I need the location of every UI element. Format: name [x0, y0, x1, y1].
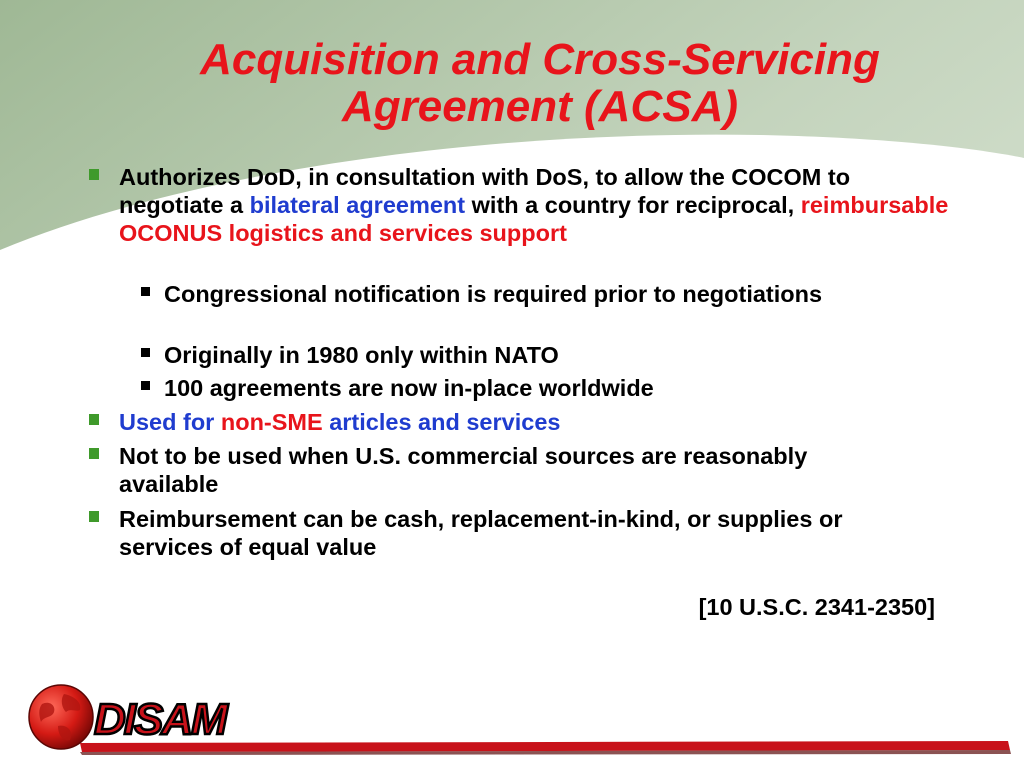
bullet-text: with a country for reciprocal, [465, 192, 801, 218]
bullet-text: Authorizes DoD, in consultation with DoS, to allow the COCOM to negotiate a [119, 164, 851, 218]
title-line-1: Acquisition and Cross-Servicing [200, 35, 880, 84]
sub-item-congressional: Congressional notification is required prior to negotiations [164, 281, 823, 307]
sub-item-100-agreements: 100 agreements are now in-place worldwide [164, 375, 654, 401]
bullet-text-highlight: reimbursable OCONUS logistics and services support [119, 192, 949, 246]
globe-icon [29, 685, 93, 749]
logo-text: DISAM [94, 695, 226, 744]
bullet-not-to-be-used: Not to be used when U.S. commercial sources are reasonably available [119, 443, 808, 497]
bullet-text: articles and services [322, 409, 561, 435]
bullet-reimbursement: Reimbursement can be cash, replacement-in-kind, or supplies or services of equal value [119, 506, 843, 560]
bullet-text-highlight: bilateral agreement [249, 192, 466, 218]
sub-item-1980: Originally in 1980 only within NATO [164, 342, 559, 368]
logo-graphic [28, 682, 268, 752]
title-line-2: Agreement (ACSA) [341, 82, 739, 131]
disam-logo [28, 682, 268, 757]
bullet-text-highlight: non-SME [220, 409, 323, 435]
bullet-text: Used for [119, 409, 221, 435]
citation: [10 U.S.C. 2341-2350] [698, 594, 935, 620]
